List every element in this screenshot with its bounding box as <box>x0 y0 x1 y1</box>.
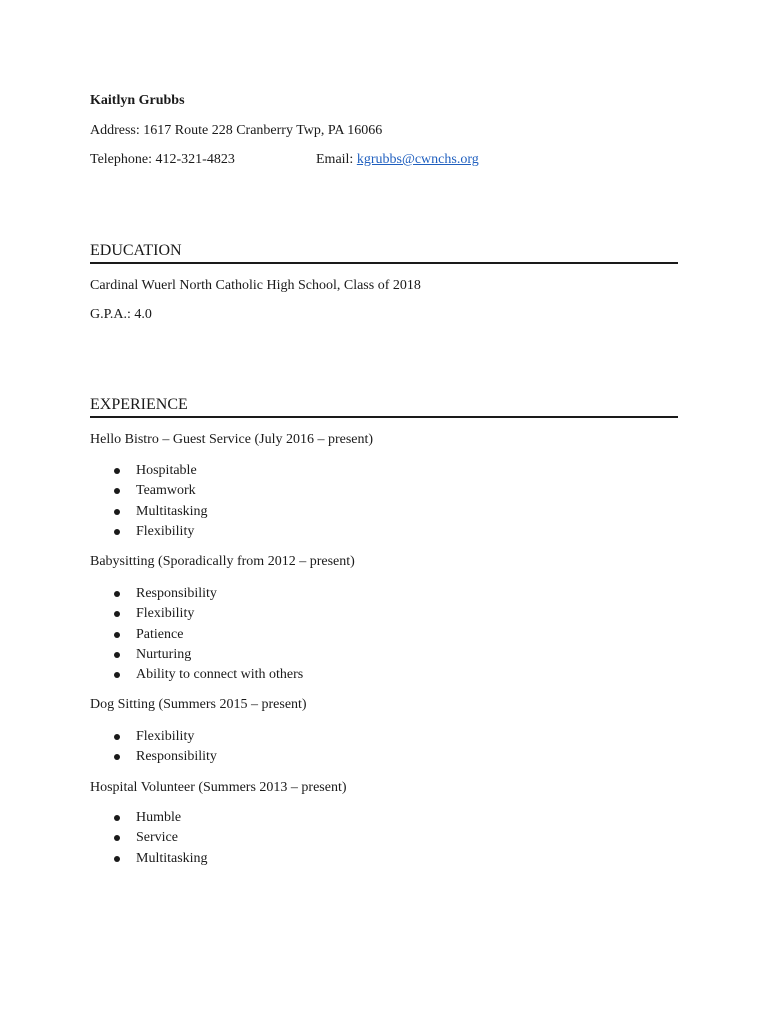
job-title: Dog Sitting (Summers 2015 – present) <box>90 697 307 712</box>
skill-text: Multitasking <box>136 850 208 866</box>
list-item <box>90 584 303 604</box>
skill-text: Ability to connect with others <box>136 667 304 683</box>
skill-text: Flexibility <box>136 729 195 744</box>
list-item <box>90 604 303 624</box>
skill-text: Humble <box>136 810 182 825</box>
skill-text: Multitasking <box>136 503 208 519</box>
skill-text: Service <box>136 830 178 846</box>
skill-text: Hospitable <box>136 463 197 478</box>
bullet-icon <box>114 488 120 494</box>
bullet-icon <box>114 672 120 678</box>
skill-text: Nurturing <box>136 646 192 662</box>
bullet-icon <box>114 632 120 638</box>
email-label: Email: <box>316 152 357 167</box>
email-link[interactable]: kgrubbs@cwnchs.org <box>356 152 479 167</box>
skill-text: Flexibility <box>136 606 195 622</box>
bullet-icon <box>114 754 120 760</box>
email-line <box>316 152 479 168</box>
skill-text: Responsibility <box>136 586 217 601</box>
job-title: Babysitting (Sporadically from 2012 – present) <box>90 554 355 569</box>
skill-list <box>90 727 217 768</box>
bullet-icon <box>114 529 120 535</box>
list-item <box>90 625 303 645</box>
list-item <box>90 481 208 501</box>
candidate-name: Kaitlyn Grubbs <box>90 93 185 108</box>
address-line: Address: 1617 Route 228 Cranberry Twp, PA 16066 <box>90 123 383 138</box>
list-item <box>90 828 208 848</box>
experience-heading: EXPERIENCE <box>90 396 678 418</box>
bullet-icon <box>114 468 120 474</box>
bullet-icon <box>114 652 120 658</box>
job-title: Hello Bistro – Guest Service (July 2016 – present) <box>90 432 374 447</box>
list-item <box>90 808 208 828</box>
job-title: Hospital Volunteer (Summers 2013 – present) <box>90 780 347 795</box>
bullet-icon <box>114 734 120 740</box>
bullet-icon <box>114 835 120 841</box>
bullet-icon <box>114 815 120 821</box>
list-item <box>90 727 217 747</box>
telephone-line: Telephone: 412-321-4823 <box>90 152 235 167</box>
list-item <box>90 747 217 767</box>
skill-text: Responsibility <box>136 749 217 765</box>
skill-text: Teamwork <box>136 483 196 499</box>
list-item <box>90 461 208 481</box>
bullet-icon <box>114 591 120 597</box>
skill-list <box>90 461 208 542</box>
education-heading: EDUCATION <box>90 242 678 264</box>
skill-list <box>90 584 303 685</box>
list-item <box>90 502 208 522</box>
school-line: Cardinal Wuerl North Catholic High School, Class of 2018 <box>90 278 421 293</box>
gpa-line: G.P.A.: 4.0 <box>90 307 152 322</box>
skill-text: Patience <box>136 626 184 642</box>
bullet-icon <box>114 509 120 515</box>
list-item <box>90 645 303 665</box>
list-item <box>90 522 208 542</box>
bullet-icon <box>114 856 120 862</box>
skill-list <box>90 808 208 869</box>
list-item <box>90 665 303 685</box>
bullet-icon <box>114 611 120 617</box>
list-item <box>90 849 208 869</box>
skill-text: Flexibility <box>136 523 195 539</box>
